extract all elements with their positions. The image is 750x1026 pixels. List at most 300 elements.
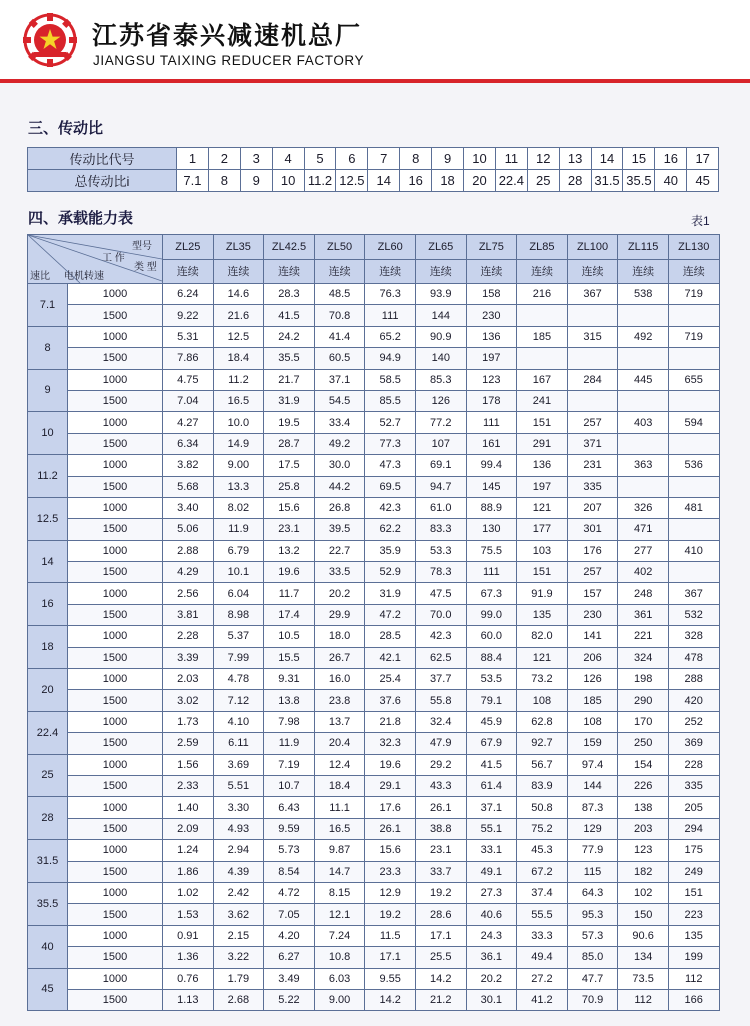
- capacity-value-cell: 1.73: [163, 711, 214, 732]
- duty-type-cell: 连续: [668, 259, 719, 284]
- capacity-value-cell: 33.1: [466, 840, 517, 861]
- capacity-value-cell: 135: [517, 604, 568, 625]
- capacity-value-cell: 257: [567, 412, 618, 433]
- capacity-value-cell: [618, 348, 669, 369]
- capacity-value-cell: 73.2: [517, 669, 568, 690]
- table-row: [28, 326, 720, 347]
- ratio-code-row: [28, 148, 719, 170]
- capacity-value-cell: 369: [668, 733, 719, 754]
- capacity-value-cell: 35.9: [365, 540, 416, 561]
- total-ratio-cell: 40: [655, 170, 687, 192]
- capacity-value-cell: 112: [668, 968, 719, 989]
- capacity-value-cell: 29.2: [415, 754, 466, 775]
- capacity-value-cell: 21.2: [415, 989, 466, 1010]
- capacity-value-cell: 5.06: [163, 519, 214, 540]
- capacity-value-cell: 111: [466, 562, 517, 583]
- speed-ratio-cell: 12.5: [28, 497, 68, 540]
- ratio-code-cell: 9: [432, 148, 464, 170]
- capacity-value-cell: 107: [415, 433, 466, 454]
- capacity-value-cell: 134: [618, 947, 669, 968]
- speed-ratio-cell: 35.5: [28, 882, 68, 925]
- capacity-value-cell: 53.3: [415, 540, 466, 561]
- model-header-cell: ZL130: [668, 235, 719, 260]
- table-row: [28, 604, 720, 625]
- capacity-value-cell: 33.7: [415, 861, 466, 882]
- total-ratio-cell: 12.5: [336, 170, 368, 192]
- capacity-value-cell: 197: [517, 476, 568, 497]
- capacity-value-cell: 83.9: [517, 775, 568, 796]
- capacity-value-cell: 2.56: [163, 583, 214, 604]
- company-logo-icon: [22, 12, 78, 68]
- capacity-value-cell: 151: [668, 882, 719, 903]
- header-divider: [0, 79, 750, 83]
- capacity-value-cell: [668, 305, 719, 326]
- ratio-table: [27, 147, 719, 192]
- capacity-value-cell: 277: [618, 540, 669, 561]
- capacity-value-cell: 144: [415, 305, 466, 326]
- capacity-value-cell: 1.24: [163, 840, 214, 861]
- capacity-value-cell: 14.9: [213, 433, 264, 454]
- capacity-value-cell: 166: [668, 989, 719, 1010]
- capacity-value-cell: 26.7: [314, 647, 365, 668]
- capacity-value-cell: 42.3: [365, 497, 416, 518]
- capacity-value-cell: 176: [567, 540, 618, 561]
- capacity-value-cell: 37.1: [314, 369, 365, 390]
- capacity-value-cell: 19.6: [264, 562, 315, 583]
- capacity-value-cell: 2.59: [163, 733, 214, 754]
- model-header-cell: ZL115: [618, 235, 669, 260]
- capacity-value-cell: [668, 348, 719, 369]
- capacity-value-cell: 9.22: [163, 305, 214, 326]
- capacity-value-cell: 0.76: [163, 968, 214, 989]
- capacity-value-cell: 5.37: [213, 626, 264, 647]
- motor-speed-cell: 1500: [68, 904, 163, 925]
- capacity-value-cell: 41.5: [466, 754, 517, 775]
- table-row: [28, 754, 720, 775]
- capacity-value-cell: 32.4: [415, 711, 466, 732]
- capacity-value-cell: 11.1: [314, 797, 365, 818]
- capacity-value-cell: 62.5: [415, 647, 466, 668]
- capacity-value-cell: 85.5: [365, 390, 416, 411]
- page-header: [0, 0, 750, 82]
- capacity-value-cell: 24.2: [264, 326, 315, 347]
- capacity-value-cell: 13.7: [314, 711, 365, 732]
- capacity-value-cell: 67.3: [466, 583, 517, 604]
- table-row: [28, 626, 720, 647]
- capacity-value-cell: 14.2: [415, 968, 466, 989]
- capacity-value-cell: [668, 562, 719, 583]
- capacity-value-cell: 178: [466, 390, 517, 411]
- capacity-value-cell: 10.7: [264, 775, 315, 796]
- capacity-value-cell: 67.2: [517, 861, 568, 882]
- capacity-value-cell: 11.9: [264, 733, 315, 754]
- capacity-value-cell: 17.6: [365, 797, 416, 818]
- total-ratio-cell: 45: [687, 170, 719, 192]
- duty-type-cell: 连续: [415, 259, 466, 284]
- capacity-value-cell: 45.3: [517, 840, 568, 861]
- capacity-value-cell: 82.0: [517, 626, 568, 647]
- capacity-value-cell: 37.6: [365, 690, 416, 711]
- capacity-value-cell: 324: [618, 647, 669, 668]
- capacity-value-cell: 248: [618, 583, 669, 604]
- capacity-value-cell: 111: [466, 412, 517, 433]
- capacity-value-cell: [567, 348, 618, 369]
- capacity-value-cell: 4.10: [213, 711, 264, 732]
- capacity-value-cell: 3.82: [163, 455, 214, 476]
- motor-speed-cell: 1500: [68, 861, 163, 882]
- speed-ratio-cell: 22.4: [28, 711, 68, 754]
- capacity-value-cell: 58.5: [365, 369, 416, 390]
- capacity-value-cell: 3.81: [163, 604, 214, 625]
- table-row: [28, 989, 720, 1010]
- table-row: [28, 882, 720, 903]
- capacity-value-cell: 2.68: [213, 989, 264, 1010]
- motor-speed-cell: 1500: [68, 989, 163, 1010]
- capacity-value-cell: 78.3: [415, 562, 466, 583]
- table-row: [28, 497, 720, 518]
- capacity-value-cell: [517, 305, 568, 326]
- capacity-value-cell: 249: [668, 861, 719, 882]
- capacity-value-cell: 4.29: [163, 562, 214, 583]
- capacity-value-cell: 4.72: [264, 882, 315, 903]
- section-title-ratio: 三、传动比: [28, 120, 104, 137]
- table-row: [28, 305, 720, 326]
- capacity-value-cell: 141: [567, 626, 618, 647]
- capacity-value-cell: [567, 305, 618, 326]
- company-name-cn: 江苏省泰兴减速机总厂: [92, 22, 363, 50]
- capacity-value-cell: 402: [618, 562, 669, 583]
- capacity-value-cell: 3.49: [264, 968, 315, 989]
- capacity-value-cell: 14.2: [365, 989, 416, 1010]
- capacity-value-cell: 4.39: [213, 861, 264, 882]
- capacity-value-cell: 0.91: [163, 925, 214, 946]
- model-header-cell: ZL25: [163, 235, 214, 260]
- capacity-value-cell: 108: [517, 690, 568, 711]
- capacity-value-cell: 12.9: [365, 882, 416, 903]
- capacity-value-cell: 9.00: [314, 989, 365, 1010]
- capacity-value-cell: 94.7: [415, 476, 466, 497]
- capacity-value-cell: 175: [668, 840, 719, 861]
- speed-ratio-cell: 14: [28, 540, 68, 583]
- capacity-value-cell: [618, 390, 669, 411]
- capacity-value-cell: 1.86: [163, 861, 214, 882]
- ratio-code-cell: 15: [623, 148, 655, 170]
- capacity-value-cell: 7.99: [213, 647, 264, 668]
- ratio-code-cell: 8: [400, 148, 432, 170]
- motor-speed-cell: 1000: [68, 326, 163, 347]
- total-ratio-cell: 20: [464, 170, 496, 192]
- capacity-value-cell: 197: [466, 348, 517, 369]
- duty-type-cell: 连续: [163, 259, 214, 284]
- capacity-value-cell: 23.1: [415, 840, 466, 861]
- capacity-value-cell: 102: [618, 882, 669, 903]
- capacity-value-cell: 420: [668, 690, 719, 711]
- capacity-value-cell: 410: [668, 540, 719, 561]
- table-row: [28, 647, 720, 668]
- capacity-value-cell: 140: [415, 348, 466, 369]
- motor-speed-cell: 1000: [68, 412, 163, 433]
- capacity-value-cell: 36.1: [466, 947, 517, 968]
- total-ratio-cell: 28: [559, 170, 591, 192]
- capacity-value-cell: 61.4: [466, 775, 517, 796]
- table-row: [28, 669, 720, 690]
- capacity-value-cell: 2.03: [163, 669, 214, 690]
- capacity-value-cell: 10.1: [213, 562, 264, 583]
- model-header-row: [28, 235, 720, 260]
- corner-header-cell: [28, 235, 163, 284]
- capacity-value-cell: 30.1: [466, 989, 517, 1010]
- capacity-value-cell: 49.1: [466, 861, 517, 882]
- capacity-value-cell: 67.9: [466, 733, 517, 754]
- capacity-value-cell: 135: [668, 925, 719, 946]
- total-ratio-cell: 35.5: [623, 170, 655, 192]
- capacity-value-cell: 60.5: [314, 348, 365, 369]
- motor-speed-cell: 1000: [68, 925, 163, 946]
- speed-ratio-cell: 9: [28, 369, 68, 412]
- capacity-value-cell: 223: [668, 904, 719, 925]
- capacity-value-cell: 17.4: [264, 604, 315, 625]
- motor-speed-cell: 1000: [68, 497, 163, 518]
- speed-ratio-cell: 11.2: [28, 455, 68, 498]
- capacity-value-cell: 8.15: [314, 882, 365, 903]
- capacity-value-cell: 91.9: [517, 583, 568, 604]
- ratio-code-cell: 10: [464, 148, 496, 170]
- capacity-value-cell: 85.0: [567, 947, 618, 968]
- capacity-value-cell: 21.7: [264, 369, 315, 390]
- capacity-value-cell: 17.5: [264, 455, 315, 476]
- speed-ratio-cell: 20: [28, 669, 68, 712]
- capacity-value-cell: 10.0: [213, 412, 264, 433]
- capacity-value-cell: 126: [415, 390, 466, 411]
- capacity-value-cell: 13.3: [213, 476, 264, 497]
- capacity-value-cell: 1.53: [163, 904, 214, 925]
- load-capacity-table: [27, 234, 720, 1011]
- capacity-value-cell: 108: [567, 711, 618, 732]
- table-row: [28, 540, 720, 561]
- motor-speed-cell: 1500: [68, 562, 163, 583]
- capacity-value-cell: 532: [668, 604, 719, 625]
- capacity-value-cell: 7.86: [163, 348, 214, 369]
- motor-speed-cell: 1000: [68, 754, 163, 775]
- capacity-value-cell: 90.6: [618, 925, 669, 946]
- capacity-value-cell: 9.55: [365, 968, 416, 989]
- total-ratio-cell: 14: [368, 170, 400, 192]
- capacity-value-cell: 4.27: [163, 412, 214, 433]
- capacity-value-cell: 294: [668, 818, 719, 839]
- motor-speed-cell: 1000: [68, 583, 163, 604]
- capacity-value-cell: 77.3: [365, 433, 416, 454]
- capacity-value-cell: 9.87: [314, 840, 365, 861]
- ratio-code-cell: 13: [559, 148, 591, 170]
- capacity-value-cell: 25.5: [415, 947, 466, 968]
- capacity-value-cell: 290: [618, 690, 669, 711]
- capacity-value-cell: 3.69: [213, 754, 264, 775]
- ratio-code-cell: 5: [304, 148, 336, 170]
- total-ratio-cell: 22.4: [495, 170, 527, 192]
- speed-ratio-cell: 7.1: [28, 284, 68, 327]
- capacity-value-cell: 3.22: [213, 947, 264, 968]
- capacity-value-cell: 6.04: [213, 583, 264, 604]
- capacity-value-cell: 226: [618, 775, 669, 796]
- capacity-value-cell: 2.33: [163, 775, 214, 796]
- table-row: [28, 818, 720, 839]
- capacity-value-cell: 19.5: [264, 412, 315, 433]
- ratio-code-cell: 6: [336, 148, 368, 170]
- table-row: [28, 711, 720, 732]
- capacity-value-cell: 144: [567, 775, 618, 796]
- capacity-value-cell: 18.4: [314, 775, 365, 796]
- capacity-value-cell: 8.98: [213, 604, 264, 625]
- capacity-value-cell: 719: [668, 284, 719, 305]
- model-header-cell: ZL100: [567, 235, 618, 260]
- capacity-value-cell: 17.1: [415, 925, 466, 946]
- capacity-value-cell: 231: [567, 455, 618, 476]
- capacity-value-cell: 27.3: [466, 882, 517, 903]
- capacity-value-cell: 4.20: [264, 925, 315, 946]
- capacity-value-cell: 15.6: [264, 497, 315, 518]
- capacity-value-cell: 492: [618, 326, 669, 347]
- capacity-value-cell: 32.3: [365, 733, 416, 754]
- capacity-value-cell: 19.2: [415, 882, 466, 903]
- capacity-value-cell: 33.5: [314, 562, 365, 583]
- capacity-value-cell: 37.1: [466, 797, 517, 818]
- capacity-value-cell: 42.1: [365, 647, 416, 668]
- capacity-value-cell: 291: [517, 433, 568, 454]
- model-header-cell: ZL35: [213, 235, 264, 260]
- capacity-value-cell: 150: [618, 904, 669, 925]
- capacity-value-cell: 471: [618, 519, 669, 540]
- capacity-value-cell: 11.7: [264, 583, 315, 604]
- capacity-value-cell: 216: [517, 284, 568, 305]
- capacity-value-cell: 29.9: [314, 604, 365, 625]
- duty-type-cell: 连续: [314, 259, 365, 284]
- capacity-value-cell: 361: [618, 604, 669, 625]
- ratio-code-cell: 7: [368, 148, 400, 170]
- capacity-value-cell: 655: [668, 369, 719, 390]
- capacity-value-cell: [668, 476, 719, 497]
- capacity-value-cell: 154: [618, 754, 669, 775]
- motor-speed-cell: 1500: [68, 305, 163, 326]
- capacity-value-cell: 57.3: [567, 925, 618, 946]
- total-ratio-cell: 7.1: [177, 170, 209, 192]
- corner-type-label: 类 型: [134, 262, 157, 273]
- capacity-value-cell: 3.40: [163, 497, 214, 518]
- capacity-value-cell: 44.2: [314, 476, 365, 497]
- motor-speed-cell: 1000: [68, 455, 163, 476]
- capacity-value-cell: 23.8: [314, 690, 365, 711]
- capacity-value-cell: 158: [466, 284, 517, 305]
- total-ratio-cell: 8: [208, 170, 240, 192]
- capacity-value-cell: 250: [618, 733, 669, 754]
- ratio-code-cell: 2: [208, 148, 240, 170]
- capacity-value-cell: 40.6: [466, 904, 517, 925]
- capacity-value-cell: 403: [618, 412, 669, 433]
- capacity-value-cell: 6.03: [314, 968, 365, 989]
- capacity-value-cell: 161: [466, 433, 517, 454]
- capacity-value-cell: 5.22: [264, 989, 315, 1010]
- capacity-value-cell: 2.09: [163, 818, 214, 839]
- capacity-value-cell: 230: [466, 305, 517, 326]
- capacity-value-cell: 12.4: [314, 754, 365, 775]
- capacity-value-cell: 69.1: [415, 455, 466, 476]
- capacity-value-cell: 15.6: [365, 840, 416, 861]
- capacity-value-cell: [668, 390, 719, 411]
- motor-speed-cell: 1000: [68, 797, 163, 818]
- capacity-value-cell: 92.7: [517, 733, 568, 754]
- capacity-value-cell: 284: [567, 369, 618, 390]
- total-ratio-cell: 18: [432, 170, 464, 192]
- capacity-value-cell: 371: [567, 433, 618, 454]
- capacity-value-cell: 31.9: [365, 583, 416, 604]
- table-row: [28, 476, 720, 497]
- capacity-value-cell: 83.3: [415, 519, 466, 540]
- capacity-value-cell: 123: [618, 840, 669, 861]
- capacity-value-cell: 42.3: [415, 626, 466, 647]
- ratio-code-cell: 12: [527, 148, 559, 170]
- capacity-value-cell: 27.2: [517, 968, 568, 989]
- capacity-value-cell: 41.2: [517, 989, 568, 1010]
- capacity-value-cell: 719: [668, 326, 719, 347]
- capacity-value-cell: 159: [567, 733, 618, 754]
- table-row: [28, 690, 720, 711]
- capacity-value-cell: 55.1: [466, 818, 517, 839]
- capacity-value-cell: 315: [567, 326, 618, 347]
- capacity-value-cell: 9.00: [213, 455, 264, 476]
- capacity-value-cell: 2.28: [163, 626, 214, 647]
- capacity-value-cell: 52.9: [365, 562, 416, 583]
- ratio-code-cell: 1: [177, 148, 209, 170]
- model-header-cell: ZL65: [415, 235, 466, 260]
- motor-speed-cell: 1500: [68, 604, 163, 625]
- capacity-value-cell: 47.5: [415, 583, 466, 604]
- speed-ratio-cell: 18: [28, 626, 68, 669]
- duty-type-cell: 连续: [365, 259, 416, 284]
- capacity-value-cell: 6.43: [264, 797, 315, 818]
- capacity-value-cell: 367: [668, 583, 719, 604]
- section-title-capacity: 四、承载能力表: [28, 210, 134, 227]
- capacity-value-cell: 28.7: [264, 433, 315, 454]
- capacity-value-cell: 112: [618, 989, 669, 1010]
- total-ratio-cell: 25: [527, 170, 559, 192]
- total-ratio-cell: 16: [400, 170, 432, 192]
- capacity-value-cell: 1.02: [163, 882, 214, 903]
- total-ratio-cell: 11.2: [304, 170, 336, 192]
- motor-speed-cell: 1500: [68, 818, 163, 839]
- capacity-value-cell: 157: [567, 583, 618, 604]
- capacity-value-cell: 8.02: [213, 497, 264, 518]
- table-row: [28, 968, 720, 989]
- capacity-value-cell: 594: [668, 412, 719, 433]
- capacity-value-cell: 38.8: [415, 818, 466, 839]
- capacity-value-cell: 16.5: [213, 390, 264, 411]
- capacity-value-cell: 5.31: [163, 326, 214, 347]
- duty-type-cell: 连续: [466, 259, 517, 284]
- capacity-value-cell: 301: [567, 519, 618, 540]
- capacity-value-cell: 70.0: [415, 604, 466, 625]
- capacity-value-cell: 7.19: [264, 754, 315, 775]
- capacity-value-cell: 2.15: [213, 925, 264, 946]
- capacity-value-cell: 17.1: [365, 947, 416, 968]
- capacity-value-cell: 75.2: [517, 818, 568, 839]
- model-header-cell: ZL42.5: [264, 235, 315, 260]
- ratio-code-cell: 11: [495, 148, 527, 170]
- capacity-value-cell: 23.1: [264, 519, 315, 540]
- capacity-value-cell: 205: [668, 797, 719, 818]
- capacity-value-cell: 37.4: [517, 882, 568, 903]
- capacity-value-cell: 77.9: [567, 840, 618, 861]
- capacity-value-cell: [618, 305, 669, 326]
- capacity-value-cell: 363: [618, 455, 669, 476]
